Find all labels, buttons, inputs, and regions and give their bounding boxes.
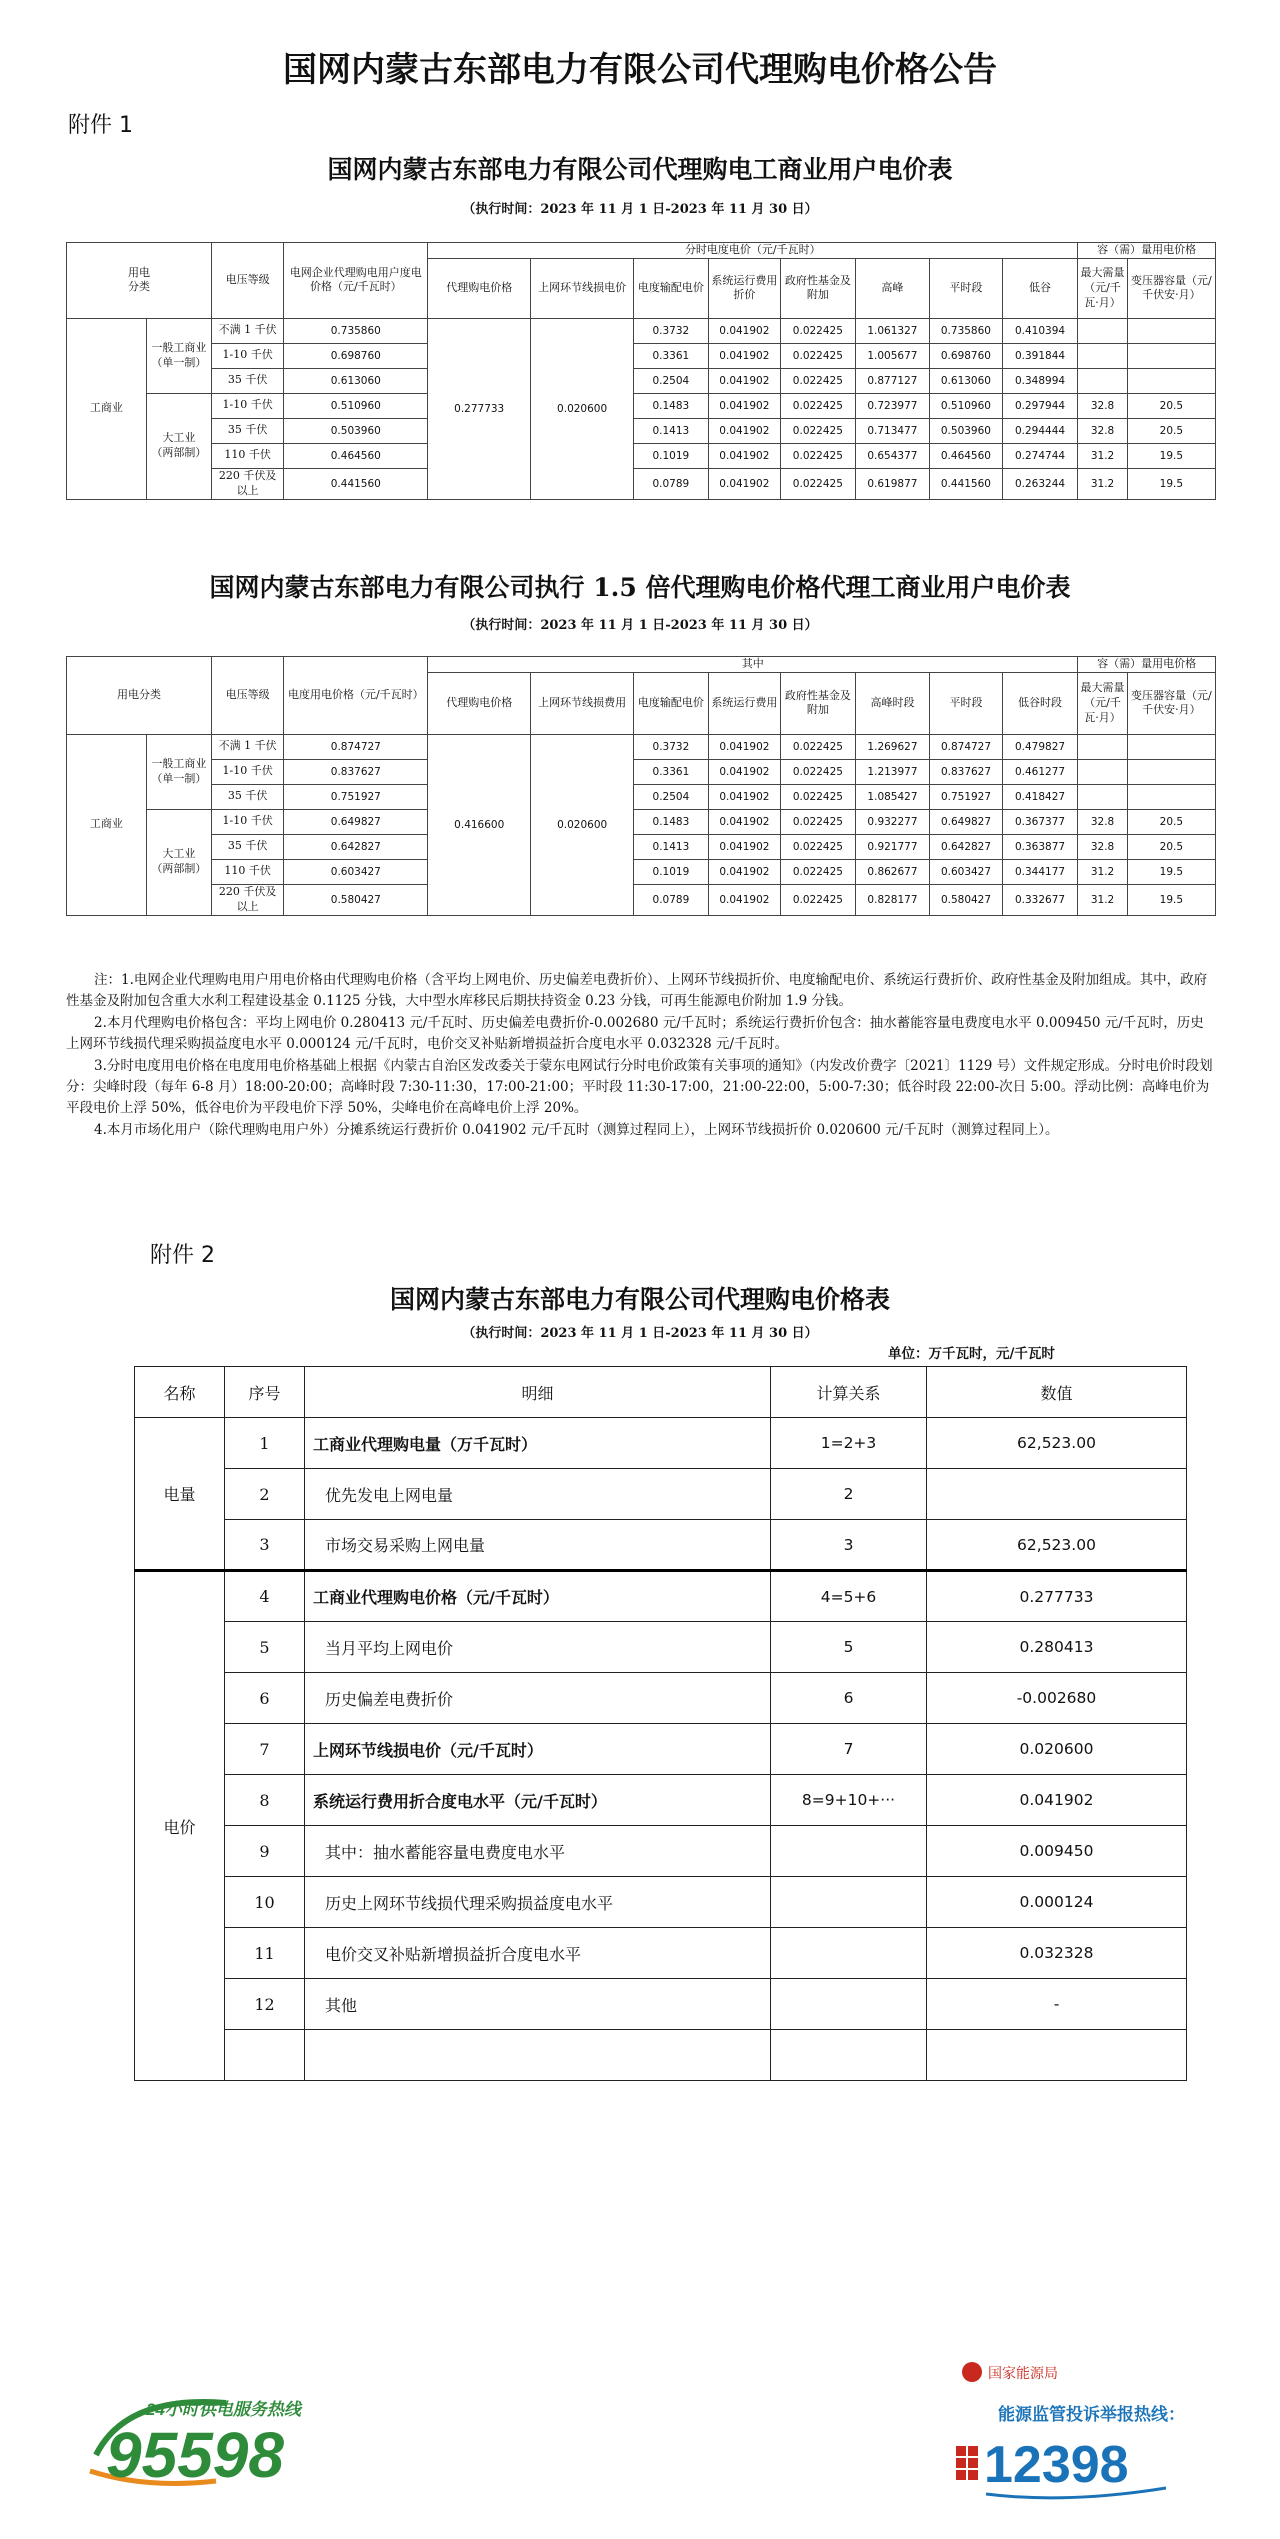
note-1: 注：1.电网企业代理购电用户用电价格由代理购电价格（含平均上网电价、历史偏差电费折价）、上网环节线损折价、电度输配电价、系统运行费折价、政府性基金及附加组成。其中，政府性基金及附加包含重大水利工程建设基金 0.1125 分钱，大中型水库移民后期扶持资金 0.23 分钱，可再生能源电价附加 1.9 分钱。 (66, 972, 1208, 1009)
relation-cell: 1=2+3 (771, 1418, 927, 1469)
table-row (67, 318, 1216, 343)
td-cell: 0.1019 (634, 859, 709, 884)
header-cell: 序号 (225, 1367, 305, 1418)
table-row (67, 809, 1216, 834)
demand-cell: 32.8 (1078, 418, 1127, 443)
trans-cell: 19.5 (1127, 884, 1215, 915)
detail-cell (305, 2030, 771, 2081)
voltage-cell: 110 千伏 (211, 443, 283, 468)
hotline-number: 95598 (106, 2419, 284, 2491)
table2-title: 国网内蒙古东部电力有限公司执行 1.5 倍代理购电价格代理工商业用户电价表 (209, 573, 1071, 602)
gov-cell: 0.022425 (781, 734, 856, 759)
flat-cell: 0.503960 (930, 418, 1002, 443)
demand-cell: 31.2 (1078, 884, 1127, 915)
relation-cell: 6 (771, 1673, 927, 1724)
voltage-cell: 1-10 千伏 (211, 393, 283, 418)
sys-cell: 0.041902 (708, 809, 780, 834)
table1-exec-time: （执行时间：2023 年 11 月 1 日-2023 年 11 月 30 日） (462, 202, 818, 217)
seq-cell: 5 (225, 1622, 305, 1673)
header-price: 电度用电价格（元/千瓦时） (284, 657, 428, 735)
category-cell: 工商业 (67, 318, 147, 499)
voltage-cell: 220 千伏及以上 (211, 884, 283, 915)
flat-cell: 0.441560 (930, 468, 1002, 499)
table-row (67, 834, 1216, 859)
gov-cell: 0.022425 (781, 393, 856, 418)
td-cell: 0.3732 (634, 318, 709, 343)
relation-cell: 3 (771, 1520, 927, 1571)
demand-cell (1078, 343, 1127, 368)
table-row (135, 1724, 1187, 1775)
peak-cell: 1.269627 (855, 734, 930, 759)
peak-cell: 0.723977 (855, 393, 930, 418)
trans-cell (1127, 759, 1215, 784)
peak-cell: 0.932277 (855, 809, 930, 834)
trans-cell (1127, 784, 1215, 809)
gov-cell: 0.022425 (781, 759, 856, 784)
value-cell: 0.020600 (927, 1724, 1187, 1775)
table1-price-table (66, 242, 1216, 500)
flat-cell: 0.698760 (930, 343, 1002, 368)
header-cell: 数值 (927, 1367, 1187, 1418)
table-row (67, 784, 1216, 809)
td-cell: 0.1413 (634, 834, 709, 859)
demand-cell: 32.8 (1078, 809, 1127, 834)
category-cell: 工商业 (67, 734, 147, 915)
header-cap-sub: 变压器容量（元/千伏安·月） (1127, 258, 1215, 318)
value-cell (927, 1469, 1187, 1520)
table-row (67, 759, 1216, 784)
trans-cell: 20.5 (1127, 393, 1215, 418)
header-capacity: 容（需）量用电价格 (1078, 657, 1216, 673)
table-row (135, 1469, 1187, 1520)
voltage-cell: 35 千伏 (211, 784, 283, 809)
table-row (135, 2030, 1187, 2081)
flat-cell: 0.603427 (930, 859, 1002, 884)
flat-cell: 0.613060 (930, 368, 1002, 393)
sys-cell: 0.041902 (708, 859, 780, 884)
header-sub: 上网环节线损电价 (531, 258, 634, 318)
peak-cell: 0.828177 (855, 884, 930, 915)
trans-cell (1127, 734, 1215, 759)
td-cell: 0.1019 (634, 443, 709, 468)
td-cell: 0.1483 (634, 809, 709, 834)
header-sub: 平时段 (930, 672, 1002, 734)
detail-cell: 其他 (305, 1979, 771, 2030)
complaint-label: 能源监管投诉举报热线： (998, 2405, 1185, 2425)
flat-cell: 0.642827 (930, 834, 1002, 859)
relation-cell (771, 1877, 927, 1928)
demand-cell (1078, 759, 1127, 784)
demand-cell (1078, 318, 1127, 343)
detail-cell: 历史偏差电费折价 (305, 1673, 771, 1724)
voltage-cell: 35 千伏 (211, 834, 283, 859)
flat-cell: 0.837627 (930, 759, 1002, 784)
valley-cell: 0.461277 (1002, 759, 1078, 784)
subcategory-cell: 大工业 （两部制） (146, 393, 211, 499)
table-row (67, 393, 1216, 418)
table-row (135, 1877, 1187, 1928)
valley-cell: 0.367377 (1002, 809, 1078, 834)
proxy-price-cell: 0.416600 (428, 734, 531, 915)
nea-emblem-icon (962, 2362, 982, 2382)
flat-cell: 0.874727 (930, 734, 1002, 759)
detail-cell: 电价交叉补贴新增损益折合度电水平 (305, 1928, 771, 1979)
table3-unit: 单位：万千瓦时，元/千瓦时 (888, 1346, 1055, 1362)
price-cell: 0.603427 (284, 859, 428, 884)
td-cell: 0.1483 (634, 393, 709, 418)
td-cell: 0.0789 (634, 884, 709, 915)
relation-cell (771, 1928, 927, 1979)
flat-cell: 0.751927 (930, 784, 1002, 809)
table3-title: 国网内蒙古东部电力有限公司代理购电价格表 (389, 1285, 890, 1314)
relation-cell: 5 (771, 1622, 927, 1673)
table-row (135, 1571, 1187, 1622)
gov-cell: 0.022425 (781, 343, 856, 368)
notes-section (66, 970, 1216, 1142)
sys-cell: 0.041902 (708, 318, 780, 343)
attachment-2-label: 附件 2 (150, 1243, 215, 1268)
header-sub: 电度输配电价 (634, 258, 709, 318)
table2-exec-time: （执行时间：2023 年 11 月 1 日-2023 年 11 月 30 日） (462, 618, 818, 633)
detail-cell: 历史上网环节线损代理采购损益度电水平 (305, 1877, 771, 1928)
sys-cell: 0.041902 (708, 784, 780, 809)
trans-cell: 19.5 (1127, 468, 1215, 499)
trans-cell: 20.5 (1127, 418, 1215, 443)
price-cell: 0.613060 (284, 368, 428, 393)
value-cell: 0.277733 (927, 1571, 1187, 1622)
td-cell: 0.2504 (634, 784, 709, 809)
value-cell: 0.280413 (927, 1622, 1187, 1673)
voltage-cell: 不满 1 千伏 (211, 318, 283, 343)
note-4: 4.本月市场化用户（除代理购电用户外）分摊系统运行费折价 0.041902 元/千瓦时（测算过程同上），上网环节线损折价 0.020600 元/千瓦时（测算过程同上）。 (94, 1122, 1059, 1138)
valley-cell: 0.363877 (1002, 834, 1078, 859)
peak-cell: 0.619877 (855, 468, 930, 499)
seq-cell: 6 (225, 1673, 305, 1724)
peak-cell: 0.654377 (855, 443, 930, 468)
header-sub: 系统运行费用折价 (708, 258, 780, 318)
table2-price-table (66, 656, 1216, 916)
peak-cell: 1.213977 (855, 759, 930, 784)
table-row (67, 443, 1216, 468)
valley-cell: 0.274744 (1002, 443, 1078, 468)
table-row (135, 1979, 1187, 2030)
header-cap-sub: 变压器容量（元/千伏安·月） (1127, 672, 1215, 734)
demand-cell (1078, 784, 1127, 809)
detail-cell: 系统运行费用折合度电水平（元/千瓦时） (305, 1775, 771, 1826)
sys-cell: 0.041902 (708, 884, 780, 915)
seq-cell (225, 2030, 305, 2081)
price-cell: 0.503960 (284, 418, 428, 443)
header-sub: 系统运行费用 (708, 672, 780, 734)
header-price: 电网企业代理购电用户度电价格（元/千瓦时） (284, 243, 428, 319)
price-cell: 0.698760 (284, 343, 428, 368)
valley-cell: 0.479827 (1002, 734, 1078, 759)
sys-cell: 0.041902 (708, 734, 780, 759)
header-sub: 政府性基金及附加 (781, 258, 856, 318)
value-cell (927, 2030, 1187, 2081)
table-row (135, 1673, 1187, 1724)
relation-cell: 8=9+10+··· (771, 1775, 927, 1826)
header-cell: 计算关系 (771, 1367, 927, 1418)
seq-cell: 3 (225, 1520, 305, 1571)
detail-cell: 当月平均上网电价 (305, 1622, 771, 1673)
seq-cell: 9 (225, 1826, 305, 1877)
valley-cell: 0.263244 (1002, 468, 1078, 499)
value-cell: 0.041902 (927, 1775, 1187, 1826)
demand-cell: 31.2 (1078, 859, 1127, 884)
price-cell: 0.510960 (284, 393, 428, 418)
td-cell: 0.3361 (634, 343, 709, 368)
group-cell: 电价 (135, 1571, 225, 2081)
group-cell: 电量 (135, 1418, 225, 1571)
price-cell: 0.735860 (284, 318, 428, 343)
header-sub: 代理购电价格 (428, 672, 531, 734)
peak-cell: 0.713477 (855, 418, 930, 443)
valley-cell: 0.391844 (1002, 343, 1078, 368)
table-row (135, 1520, 1187, 1571)
relation-cell (771, 1979, 927, 2030)
trans-cell (1127, 318, 1215, 343)
relation-cell (771, 2030, 927, 2081)
line-loss-cell: 0.020600 (531, 734, 634, 915)
header-sub: 高峰时段 (855, 672, 930, 734)
gov-cell: 0.022425 (781, 809, 856, 834)
detail-cell: 市场交易采购上网电量 (305, 1520, 771, 1571)
proxy-price-cell: 0.277733 (428, 318, 531, 499)
detail-cell: 其中：抽水蓄能容量电费度电水平 (305, 1826, 771, 1877)
price-cell: 0.642827 (284, 834, 428, 859)
td-cell: 0.3732 (634, 734, 709, 759)
demand-cell (1078, 368, 1127, 393)
gov-cell: 0.022425 (781, 368, 856, 393)
demand-cell: 32.8 (1078, 834, 1127, 859)
value-cell: - (927, 1979, 1187, 2030)
valley-cell: 0.410394 (1002, 318, 1078, 343)
seq-cell: 7 (225, 1724, 305, 1775)
subcategory-cell: 一般工商业 （单一制） (146, 318, 211, 393)
hotline-slogan: 24小时供电服务热线 (146, 2400, 301, 2419)
trans-cell (1127, 343, 1215, 368)
header-group: 分时电度电价（元/千瓦时） (428, 243, 1078, 259)
demand-cell: 32.8 (1078, 393, 1127, 418)
header-cell: 名称 (135, 1367, 225, 1418)
table-row (67, 368, 1216, 393)
seq-cell: 8 (225, 1775, 305, 1826)
sys-cell: 0.041902 (708, 834, 780, 859)
header-category: 用电分类 (67, 657, 212, 735)
peak-cell: 0.862677 (855, 859, 930, 884)
table-row (135, 1826, 1187, 1877)
peak-cell: 1.061327 (855, 318, 930, 343)
flat-cell: 0.464560 (930, 443, 1002, 468)
table-row (67, 418, 1216, 443)
valley-cell: 0.294444 (1002, 418, 1078, 443)
table-row (135, 1775, 1187, 1826)
valley-cell: 0.418427 (1002, 784, 1078, 809)
complaint-number: 12398 (984, 2436, 1129, 2494)
detail-cell: 上网环节线损电价（元/千瓦时） (305, 1724, 771, 1775)
nea-name: 国家能源局 (988, 2366, 1058, 2382)
sys-cell: 0.041902 (708, 343, 780, 368)
voltage-cell: 不满 1 千伏 (211, 734, 283, 759)
td-cell: 0.0789 (634, 468, 709, 499)
flat-cell: 0.649827 (930, 809, 1002, 834)
price-cell: 0.441560 (284, 468, 428, 499)
price-cell: 0.837627 (284, 759, 428, 784)
detail-cell: 工商业代理购电价格（元/千瓦时） (305, 1571, 771, 1622)
price-cell: 0.580427 (284, 884, 428, 915)
price-cell: 0.464560 (284, 443, 428, 468)
td-cell: 0.1413 (634, 418, 709, 443)
table-row (67, 468, 1216, 499)
peak-cell: 0.921777 (855, 834, 930, 859)
header-cap-sub: 最大需量（元/千瓦·月） (1078, 672, 1127, 734)
gov-cell: 0.022425 (781, 418, 856, 443)
nea-complaint-hotline-logo (926, 2358, 1226, 2508)
peak-cell: 1.085427 (855, 784, 930, 809)
peak-cell: 1.005677 (855, 343, 930, 368)
voltage-cell: 35 千伏 (211, 418, 283, 443)
demand-cell (1078, 734, 1127, 759)
price-cell: 0.649827 (284, 809, 428, 834)
seq-cell: 1 (225, 1418, 305, 1469)
voltage-cell: 1-10 千伏 (211, 759, 283, 784)
header-voltage: 电压等级 (211, 657, 283, 735)
sys-cell: 0.041902 (708, 393, 780, 418)
header-sub: 低谷 (1002, 258, 1078, 318)
trans-cell (1127, 368, 1215, 393)
trans-cell: 19.5 (1127, 859, 1215, 884)
header-sub: 代理购电价格 (428, 258, 531, 318)
valley-cell: 0.332677 (1002, 884, 1078, 915)
header-sub: 电度输配电价 (634, 672, 709, 734)
table3-exec-time: （执行时间：2023 年 11 月 1 日-2023 年 11 月 30 日） (462, 1326, 818, 1341)
seq-cell: 4 (225, 1571, 305, 1622)
table-row (67, 343, 1216, 368)
value-cell: 0.032328 (927, 1928, 1187, 1979)
peak-cell: 0.877127 (855, 368, 930, 393)
sys-cell: 0.041902 (708, 368, 780, 393)
hotline-95598-logo (86, 2385, 386, 2495)
valley-cell: 0.348994 (1002, 368, 1078, 393)
gov-cell: 0.022425 (781, 834, 856, 859)
sys-cell: 0.041902 (708, 443, 780, 468)
relation-cell: 4=5+6 (771, 1571, 927, 1622)
voltage-cell: 1-10 千伏 (211, 343, 283, 368)
valley-cell: 0.344177 (1002, 859, 1078, 884)
demand-cell: 31.2 (1078, 468, 1127, 499)
table1-title: 国网内蒙古东部电力有限公司代理购电工商业用户电价表 (327, 155, 953, 184)
header-sub: 低谷时段 (1002, 672, 1078, 734)
table-row (67, 884, 1216, 915)
table-row (135, 1418, 1187, 1469)
td-cell: 0.3361 (634, 759, 709, 784)
table-row (67, 859, 1216, 884)
page-title: 国网内蒙古东部电力有限公司代理购电价格公告 (283, 50, 997, 90)
demand-cell: 31.2 (1078, 443, 1127, 468)
voltage-cell: 110 千伏 (211, 859, 283, 884)
subcategory-cell: 大工业 （两部制） (146, 809, 211, 915)
trans-cell: 20.5 (1127, 834, 1215, 859)
sys-cell: 0.041902 (708, 418, 780, 443)
header-category: 用电 分类 (67, 243, 212, 319)
price-cell: 0.751927 (284, 784, 428, 809)
gov-cell: 0.022425 (781, 468, 856, 499)
gov-cell: 0.022425 (781, 318, 856, 343)
value-cell: 62,523.00 (927, 1520, 1187, 1571)
voltage-cell: 35 千伏 (211, 368, 283, 393)
valley-cell: 0.297944 (1002, 393, 1078, 418)
sys-cell: 0.041902 (708, 759, 780, 784)
value-cell: 0.009450 (927, 1826, 1187, 1877)
voltage-cell: 1-10 千伏 (211, 809, 283, 834)
detail-cell: 优先发电上网电量 (305, 1469, 771, 1520)
seq-cell: 12 (225, 1979, 305, 2030)
seq-cell: 11 (225, 1928, 305, 1979)
td-cell: 0.2504 (634, 368, 709, 393)
value-cell: 62,523.00 (927, 1418, 1187, 1469)
price-cell: 0.874727 (284, 734, 428, 759)
seq-cell: 2 (225, 1469, 305, 1520)
seq-cell: 10 (225, 1877, 305, 1928)
flat-cell: 0.735860 (930, 318, 1002, 343)
gov-cell: 0.022425 (781, 784, 856, 809)
flat-cell: 0.580427 (930, 884, 1002, 915)
header-group: 其中 (428, 657, 1078, 673)
table-row (135, 1928, 1187, 1979)
header-capacity: 容（需）量用电价格 (1078, 243, 1216, 259)
value-cell: 0.000124 (927, 1877, 1187, 1928)
trans-cell: 20.5 (1127, 809, 1215, 834)
header-cell: 明细 (305, 1367, 771, 1418)
relation-cell: 2 (771, 1469, 927, 1520)
gov-cell: 0.022425 (781, 884, 856, 915)
line-loss-cell: 0.020600 (531, 318, 634, 499)
table-row (67, 734, 1216, 759)
table-row (135, 1622, 1187, 1673)
flat-cell: 0.510960 (930, 393, 1002, 418)
trans-cell: 19.5 (1127, 443, 1215, 468)
header-voltage: 电压等级 (211, 243, 283, 319)
gov-cell: 0.022425 (781, 859, 856, 884)
detail-cell: 工商业代理购电量（万千瓦时） (305, 1418, 771, 1469)
relation-cell: 7 (771, 1724, 927, 1775)
note-3: 3.分时电度用电价格在电度用电价格基础上根据《内蒙古自治区发改委关于蒙东电网试行分时电价政策有关事项的通知》（内发改价费字〔2021〕1129 号）文件规定形成。分时电价时段划分：尖峰时段（每年 6-8 月）18:00-20:00；高峰时段 7:30-11:30，17:00-21:00；平时段 11:30-17:00，21:00-22:00，5:00-7:30；低谷时段 22:00-次日 5:00。浮动比例：高峰电价为平段电价上浮 50%，低谷电价为平段电价下浮 50%，尖峰电价在高峰电价上浮 20%。 (66, 1058, 1213, 1116)
sys-cell: 0.041902 (708, 468, 780, 499)
value-cell: -0.002680 (927, 1673, 1187, 1724)
header-sub: 高峰 (855, 258, 930, 318)
header-sub: 上网环节线损费用 (531, 672, 634, 734)
voltage-cell: 220 千伏及以上 (211, 468, 283, 499)
relation-cell (771, 1826, 927, 1877)
header-sub: 平时段 (930, 258, 1002, 318)
gov-cell: 0.022425 (781, 443, 856, 468)
header-sub: 政府性基金及附加 (781, 672, 856, 734)
table3-proxy-price-table (134, 1366, 1187, 2081)
subcategory-cell: 一般工商业 （单一制） (146, 734, 211, 809)
attachment-1-label: 附件 1 (68, 113, 133, 138)
header-cap-sub: 最大需量（元/千瓦·月） (1078, 258, 1127, 318)
note-2: 2.本月代理购电价格包含：平均上网电价 0.280413 元/千瓦时、历史偏差电费折价-0.002680 元/千瓦时；系统运行费折价包含：抽水蓄能容量电费度电水平 0.009450 元/千瓦时，历史上网环节线损代理采购损益度电水平 0.000124 元/千瓦时，电价交叉补贴新增损益折合度电水平 0.032328 元/千瓦时。 (66, 1015, 1204, 1052)
